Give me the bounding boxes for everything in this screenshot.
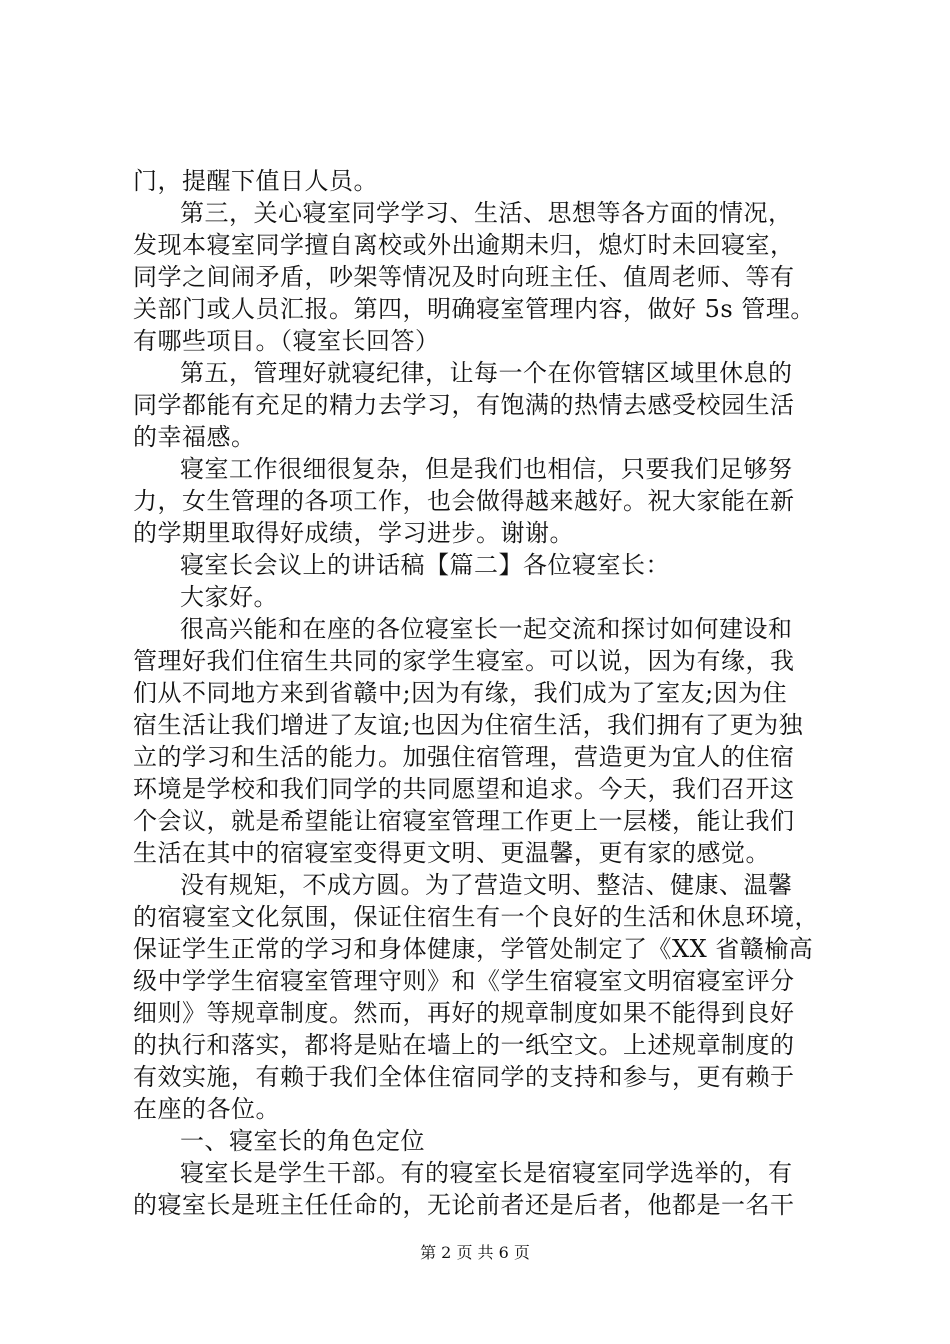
text-line: 宿生活让我们增进了友谊;也因为住宿生活，我们拥有了更为独 — [133, 711, 804, 739]
page-number-footer: 第 2 页 共 6 页 — [420, 1243, 530, 1262]
text-line: 级中学学生宿寝室管理守则》和《学生宿寝室文明宿寝室评分 — [133, 967, 795, 995]
text-line: 寝室工作很细很复杂，但是我们也相信，只要我们足够努 — [180, 455, 793, 483]
text-line: 有哪些项目。（寝室长回答） — [133, 327, 440, 355]
text-line: 立的学习和生活的能力。加强住宿管理，营造更为宜人的住宿 — [133, 743, 795, 771]
text-line: 细则》等规章制度。然而，再好的规章制度如果不能得到良好 — [133, 999, 795, 1027]
greeting: 大家好。 — [180, 583, 278, 611]
text-line: 在座的各位。 — [133, 1095, 280, 1123]
text-line: 同学都能有充足的精力去学习，有饱满的热情去感受校园生活 — [133, 391, 795, 419]
text-line: 管理好我们住宿生共同的家学生寝室。可以说，因为有缘，我 — [133, 647, 795, 675]
text-line: 第五，管理好就寝纪律，让每一个在你管辖区域里休息的 — [180, 359, 793, 387]
text-line: 很高兴能和在座的各位寝室长一起交流和探讨如何建设和 — [180, 615, 793, 643]
text-line: 同学之间闹矛盾，吵架等情况及时向班主任、值周老师、等有 — [133, 263, 795, 291]
text-line: 的学期里取得好成绩，学习进步。谢谢。 — [133, 519, 574, 547]
text-line: 有效实施，有赖于我们全体住宿同学的支持和参与，更有赖于 — [133, 1063, 795, 1091]
text-line: 的寝室长是班主任任命的，无论前者还是后者，他都是一名干 — [133, 1191, 795, 1219]
text-line: 第三，关心寝室同学学习、生活、思想等各方面的情况， — [180, 199, 793, 227]
text-line: 没有规矩，不成方圆。为了营造文明、整洁、健康、温馨 — [180, 871, 793, 899]
text-line: 们从不同地方来到省赣中;因为有缘，我们成为了室友;因为住 — [133, 679, 788, 707]
text-line: 门，提醒下值日人员。 — [133, 167, 378, 195]
text-line: 环境是学校和我们同学的共同愿望和追求。今天，我们召开这 — [133, 775, 795, 803]
text-line: 关部门或人员汇报。第四，明确寝室管理内容，做好 5s 管理。 — [133, 295, 815, 323]
text-line: 生活在其中的宿寝室变得更文明、更温馨，更有家的感觉。 — [133, 839, 770, 867]
text-line: 保证学生正常的学习和身体健康，学管处制定了《XX 省赣榆高 — [133, 935, 814, 963]
text-line: 的幸福感。 — [133, 423, 256, 451]
text-line: 寝室长是学生干部。有的寝室长是宿寝室同学选举的，有 — [180, 1159, 793, 1187]
text-line: 力，女生管理的各项工作，也会做得越来越好。祝大家能在新 — [133, 487, 795, 515]
section-heading: 一、寝室长的角色定位 — [180, 1127, 425, 1155]
text-line: 的执行和落实，都将是贴在墙上的一纸空文。上述规章制度的 — [133, 1031, 795, 1059]
section-heading: 寝室长会议上的讲话稿【篇二】各位寝室长： — [180, 551, 670, 579]
document-body — [133, 165, 833, 1221]
text-line: 发现本寝室同学擅自离校或外出逾期未归，熄灯时未回寝室， — [133, 231, 795, 259]
text-line: 的宿寝室文化氛围，保证住宿生有一个良好的生活和休息环境， — [133, 903, 819, 931]
text-line: 个会议，就是希望能让宿寝室管理工作更上一层楼，能让我们 — [133, 807, 795, 835]
